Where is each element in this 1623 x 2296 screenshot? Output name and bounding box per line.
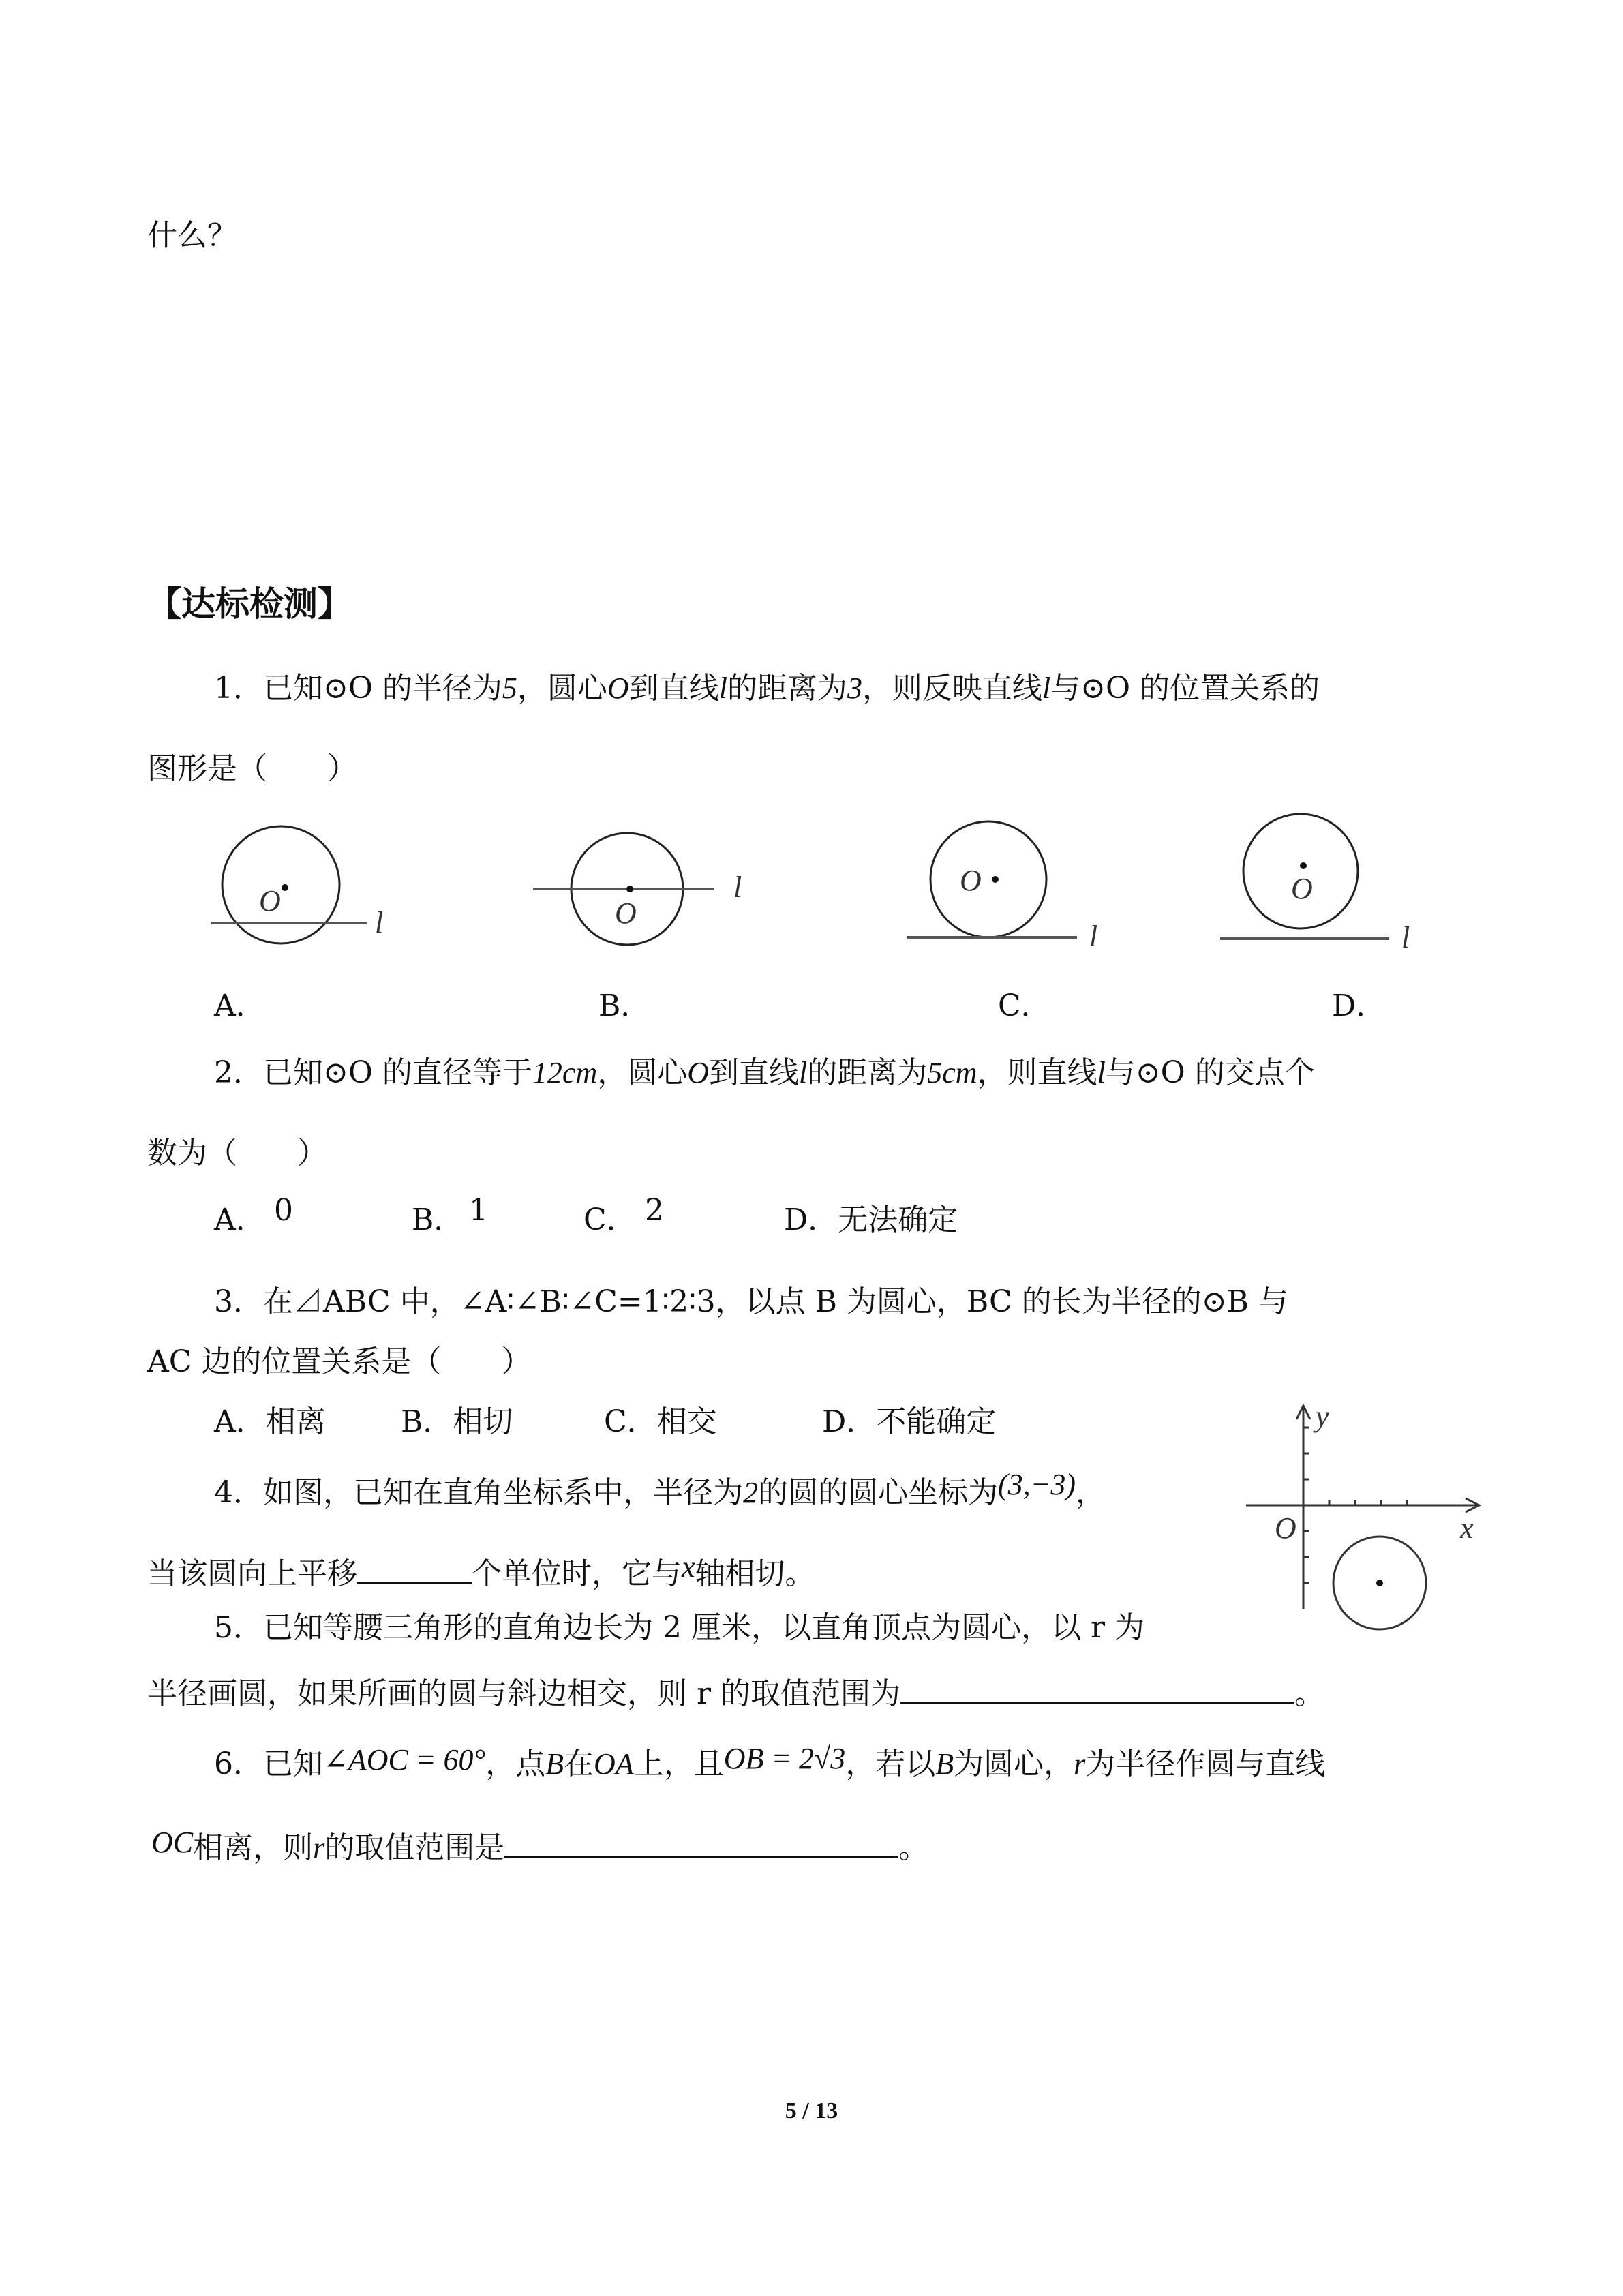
q2-choice-b: B． xyxy=(412,1203,464,1237)
q6-point-b2: B xyxy=(935,1747,954,1781)
q2-choice-c: C． xyxy=(583,1203,637,1237)
q2-line-l2: l xyxy=(1097,1056,1106,1089)
q1-distance: 3 xyxy=(847,671,862,705)
q5-line2 xyxy=(147,1670,1324,1713)
fig-a-label-l: l xyxy=(375,906,384,939)
q2-text-f: 与⊙O 的交点个 xyxy=(1105,1055,1315,1090)
q6-text-d: 上，且 xyxy=(633,1747,724,1781)
q4-circle-center xyxy=(1376,1580,1383,1586)
q3-choice-b: B．相切 xyxy=(401,1404,513,1439)
q6-answer-blank[interactable] xyxy=(504,1824,898,1858)
q3-choice-c: C．相交 xyxy=(604,1404,717,1439)
q6-end: 。 xyxy=(898,1830,929,1865)
fig-d-circle xyxy=(1243,814,1358,928)
q6-point-b: B xyxy=(545,1747,564,1781)
q5-answer-blank[interactable] xyxy=(900,1670,1294,1704)
q4-origin-label: O xyxy=(1275,1511,1296,1545)
q4-text-2c: 轴相切。 xyxy=(695,1556,815,1591)
q1-text-f: 与⊙O 的位置关系的 xyxy=(1050,671,1320,706)
fig-a-label-o: O xyxy=(259,884,281,918)
q1-line1 xyxy=(214,669,1320,708)
q4-text-a: 4．如图，已知在直角坐标系中，半径为 xyxy=(214,1475,743,1510)
fig-a-circle xyxy=(222,826,339,943)
q2-text-a: 2．已知⊙O 的直径等于 xyxy=(214,1055,532,1090)
q6-text-i: 的取值范围是 xyxy=(324,1830,505,1865)
q6-text-f: 为圆心， xyxy=(954,1747,1074,1781)
q1-text-d: 的距离为 xyxy=(727,671,847,706)
q3-choice-a: A．相离 xyxy=(214,1404,326,1439)
fig-b-center-dot xyxy=(626,886,633,892)
q6-text-c: 在 xyxy=(564,1747,594,1781)
q2-line1 xyxy=(214,1054,1315,1092)
q1-line2: 图形是（ ） xyxy=(147,751,357,786)
q1-text-b: ，圆心 xyxy=(517,671,607,706)
q6-oc: OC xyxy=(151,1826,194,1859)
q6-line1 xyxy=(214,1742,1326,1783)
q5-text: 半径画圆，如果所画的圆与斜边相交，则 r 的取值范围为 xyxy=(147,1676,901,1711)
continued-text: 什么？ xyxy=(147,218,237,253)
fig-c-center-dot xyxy=(992,876,999,883)
q5-end: 。 xyxy=(1294,1676,1325,1711)
page-number: 5 / 13 xyxy=(785,2098,838,2124)
q2-text-e: ，则直线 xyxy=(977,1055,1097,1090)
q1-choice-c: C． xyxy=(998,988,1051,1023)
q6-text-a: 6．已知 xyxy=(214,1747,323,1781)
fig-b-label-l: l xyxy=(733,871,742,904)
q4-circle xyxy=(1333,1537,1426,1629)
q4-text-2b: 个单位时，它与 xyxy=(472,1556,682,1591)
q4-axis-x-label: x xyxy=(1460,1511,1474,1545)
q2-diameter: 12cm xyxy=(532,1056,598,1089)
q1-line-l2: l xyxy=(1042,671,1051,705)
q2-choice-a: A． xyxy=(214,1203,266,1237)
q1-choice-b: B． xyxy=(598,988,651,1023)
q4-line1 xyxy=(214,1468,1106,1512)
fig-c-circle xyxy=(930,821,1046,937)
fig-c-label-l: l xyxy=(1089,920,1098,953)
fig-b-circle xyxy=(571,833,683,945)
q4-coordinate: (3,−3) xyxy=(998,1468,1076,1501)
q4-radius: 2 xyxy=(743,1476,758,1509)
q3-line1: 3．在⊿ABC 中，∠A∶∠B∶∠C=1∶2∶3，以点 B 为圆心，BC 的长为半径的⊙B 与 xyxy=(214,1284,1288,1319)
q4-y-arrow xyxy=(1296,1406,1310,1419)
q6-text-e: ，若以 xyxy=(845,1747,936,1781)
q1-text-e: ，则反映直线 xyxy=(862,671,1042,706)
q6-line2 xyxy=(151,1824,928,1867)
q6-angle: ∠AOC = 60° xyxy=(323,1743,486,1777)
q2-text-d: 的距离为 xyxy=(807,1055,928,1090)
section-title: 【达标检测】 xyxy=(147,584,352,624)
q6-text-g: 为半径作圆与直线 xyxy=(1085,1747,1326,1781)
q6-text-b: ，点 xyxy=(485,1747,546,1781)
q6-r: r xyxy=(1074,1747,1086,1781)
q5-line1: 5．已知等腰三角形的直角边长为 2 厘米，以直角顶点为圆心，以 r 为 xyxy=(214,1610,1144,1645)
q4-text-2a: 当该圆向上平移 xyxy=(147,1556,357,1591)
fig-c-label-o: O xyxy=(960,864,982,897)
q2-choice-a-value: 0 xyxy=(274,1193,293,1228)
q6-ob: OB = 2√3 xyxy=(723,1742,846,1775)
q1-center: O xyxy=(607,671,629,705)
q2-text-b: ，圆心 xyxy=(597,1055,688,1090)
q4-line2 xyxy=(147,1550,815,1593)
q2-center: O xyxy=(687,1056,710,1089)
q1-radius: 5 xyxy=(502,671,517,705)
q4-text-c: ， xyxy=(1076,1475,1106,1510)
q1-text-a: 1．已知⊙O 的半径为 xyxy=(214,671,502,706)
q4-x-axis-var: x xyxy=(682,1550,695,1584)
fig-a-center-dot xyxy=(282,884,288,891)
q2-line2: 数为（ ） xyxy=(147,1136,327,1170)
fig-d-center-dot xyxy=(1300,862,1307,869)
q4-answer-blank[interactable] xyxy=(357,1550,472,1584)
q1-choice-a: A． xyxy=(214,988,266,1023)
q3-line2: AC 边的位置关系是（ ） xyxy=(147,1344,532,1379)
fig-b-label-o: O xyxy=(615,896,637,930)
q4-x-arrow xyxy=(1466,1498,1479,1512)
fig-d-label-l: l xyxy=(1401,921,1410,954)
q3-choice-d: D．不能确定 xyxy=(822,1404,997,1439)
q6-r2: r xyxy=(313,1831,325,1864)
q2-choice-d: D．无法确定 xyxy=(784,1203,958,1237)
q2-text-c: 到直线 xyxy=(709,1055,800,1090)
fig-d-label-o: O xyxy=(1291,872,1313,905)
q1-text-c: 到直线 xyxy=(628,671,719,706)
q6-oa: OA xyxy=(594,1747,634,1781)
q2-choice-c-value: 2 xyxy=(645,1193,664,1228)
q1-choice-d: D． xyxy=(1332,988,1386,1023)
q4-text-b: 的圆的圆心坐标为 xyxy=(758,1475,998,1510)
q6-text-h: 相离，则 xyxy=(193,1830,314,1865)
q2-distance: 5cm xyxy=(927,1056,977,1089)
q1-line-l: l xyxy=(718,671,727,705)
q2-choice-b-value: 1 xyxy=(469,1193,488,1228)
q4-axis-y-label: y xyxy=(1316,1400,1329,1433)
q2-line-l: l xyxy=(799,1056,808,1089)
